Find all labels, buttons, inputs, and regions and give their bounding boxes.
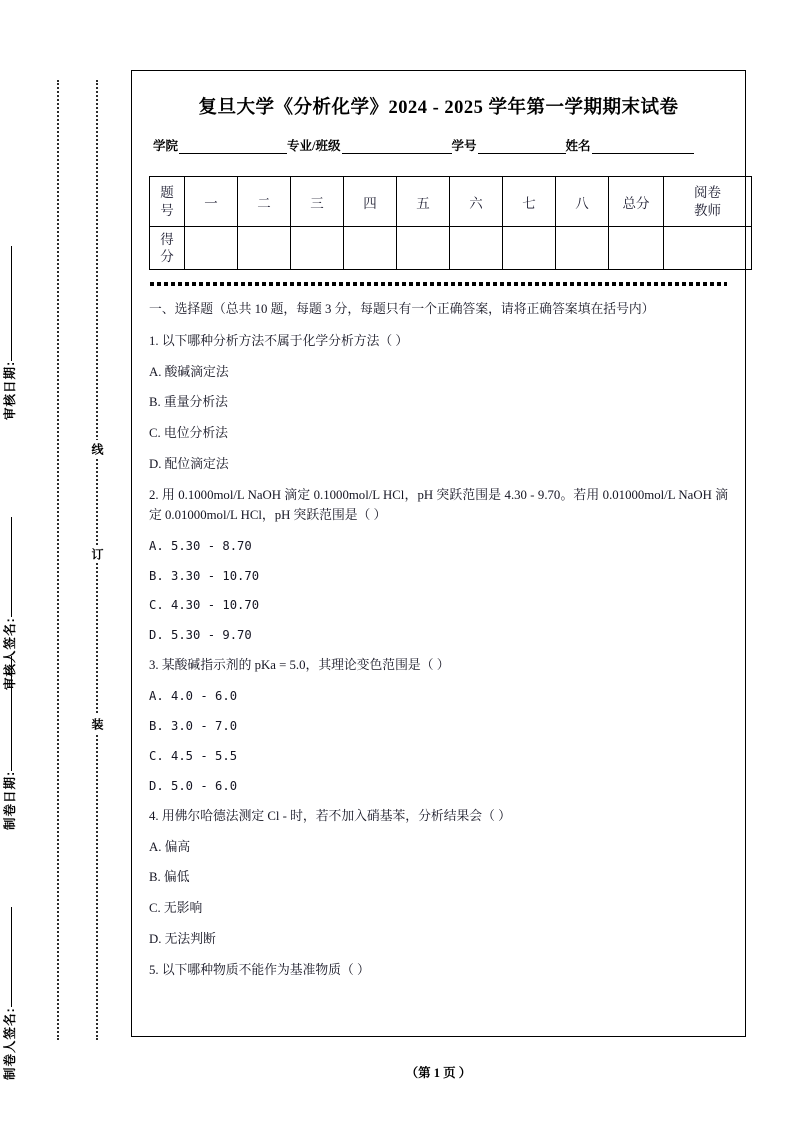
score-cell-q6[interactable] [450, 227, 503, 270]
score-table-header-q1: 一 [185, 177, 238, 227]
dotted-rule-outer [57, 80, 59, 1040]
question-2-stem [149, 486, 728, 526]
field-major-class [287, 136, 451, 154]
question-2-option-a[interactable]: A. 5.30 - 8.70 [149, 538, 252, 553]
row-label-question-line1: 题 [160, 185, 174, 201]
score-table-header-q7: 七 [503, 177, 556, 227]
row-label-score-line2: 分 [160, 249, 174, 264]
score-cell-q8[interactable] [556, 227, 609, 270]
score-table-header-q6: 六 [450, 177, 503, 227]
table-row-scores [150, 227, 752, 270]
question-4-option-a[interactable]: A. 偏高 [149, 839, 191, 854]
question-2-stem-text: 用 0.1000mol/L NaOH 滴定 0.1000mol/L HCl，pH 突跃范围是 4.30 - 9.70。若用 0.01000mol/L NaOH 滴定 0.01000mol/L HCl，pH 突跃范围是（ ） [149, 487, 728, 522]
page-footer: （第 1 页 ） [405, 1066, 472, 1080]
score-cell-q1[interactable] [185, 227, 238, 270]
binding-char-bind: 装 [88, 715, 106, 733]
section-heading: 一、选择题（总共 10 题，每题 3 分，每题只有一个正确答案，请将正确答案填在括号内） [149, 302, 655, 316]
field-major-class-input[interactable] [342, 140, 452, 154]
row-label-score-line1: 得 [160, 231, 174, 247]
binding-char-line: 线 [88, 440, 106, 458]
binding-char-staple: 订 [88, 545, 106, 563]
question-1-stem [149, 332, 728, 352]
sidebar-rule-audit-date [10, 246, 12, 361]
score-cell-q7[interactable] [503, 227, 556, 270]
field-major-class-label: 专业/班级 [287, 139, 341, 153]
grader-label-line1: 阅卷 [694, 185, 721, 201]
question-1-stem-text: 以下哪种分析方法不属于化学分析方法（ ） [161, 333, 409, 348]
question-4-option-d[interactable]: D. 无法判断 [149, 932, 216, 947]
sidebar-label-paper-maker-signature-text: 制卷人签名: [3, 1007, 17, 1080]
question-3-option-d[interactable]: D. 5.0 - 6.0 [149, 778, 238, 793]
question-3-stem [149, 656, 728, 676]
score-cell-total[interactable] [609, 227, 664, 270]
question-1-option-b[interactable]: B. 重量分析法 [149, 395, 228, 410]
question-1 [149, 332, 728, 475]
question-1-number: 1. [149, 333, 159, 348]
score-table-header-q2: 二 [238, 177, 291, 227]
question-5-number: 5. [149, 962, 159, 977]
score-table-header-q4: 四 [344, 177, 397, 227]
question-4 [149, 807, 728, 950]
score-table-header-grader [664, 177, 752, 227]
question-5-stem [149, 961, 728, 981]
question-4-option-c[interactable]: C. 无影响 [149, 901, 203, 916]
field-college-label: 学院 [153, 139, 179, 153]
question-4-stem-text: 用佛尔哈德法测定 Cl - 时，若不加入硝基苯，分析结果会（ ） [161, 808, 511, 823]
question-2-number: 2. [149, 487, 159, 502]
question-2-option-b[interactable]: B. 3.30 - 10.70 [149, 568, 260, 583]
question-1-option-c[interactable]: C. 电位分析法 [149, 426, 228, 441]
exam-sheet [131, 70, 746, 1037]
question-3-option-a[interactable]: A. 4.0 - 6.0 [149, 689, 238, 704]
question-3-option-c[interactable]: C. 4.5 - 5.5 [149, 748, 238, 763]
question-2-option-c[interactable]: C. 4.30 - 10.70 [149, 598, 260, 613]
binding-margin-sidebar [0, 0, 130, 1122]
score-table-header-q8: 八 [556, 177, 609, 227]
sidebar-label-auditor-signature-text: 审核人签名: [3, 617, 17, 690]
sidebar-rule-paper-maker-signature [10, 907, 12, 1007]
score-cell-q4[interactable] [344, 227, 397, 270]
question-body [149, 300, 728, 981]
score-cell-q5[interactable] [397, 227, 450, 270]
row-label-question-line2: 号 [160, 202, 174, 218]
score-table [149, 176, 752, 270]
score-cell-q2[interactable] [238, 227, 291, 270]
question-3-stem-text: 某酸碱指示剂的 pKa = 5.0，其理论变色范围是（ ） [161, 658, 450, 673]
score-table-row-label-question [150, 177, 185, 227]
question-5-stem-text: 以下哪种物质不能作为基准物质（ ） [161, 962, 370, 977]
field-student-id-input[interactable] [478, 140, 566, 154]
student-identity-row [153, 136, 728, 154]
score-table-header-q3: 三 [291, 177, 344, 227]
question-3-option-b[interactable]: B. 3.0 - 7.0 [149, 718, 238, 733]
sidebar-label-paper-maker-date-text: 制卷日期: [3, 770, 17, 830]
field-student-name-label: 姓名 [565, 139, 591, 153]
table-row-question-numbers [150, 177, 752, 227]
question-4-number: 4. [149, 808, 159, 823]
field-student-name [566, 136, 694, 154]
sidebar-label-paper-maker-signature [0, 750, 18, 1080]
field-student-name-input[interactable] [592, 140, 694, 154]
field-student-id-label: 学号 [451, 139, 477, 153]
page-title: 复旦大学《分析化学》2024 - 2025 学年第一学期期末试卷 [198, 98, 679, 118]
score-cell-q3[interactable] [291, 227, 344, 270]
score-table-row-label-score [150, 227, 185, 270]
question-2-option-d[interactable]: D. 5.30 - 9.70 [149, 628, 252, 643]
question-1-option-a[interactable]: A. 酸碱滴定法 [149, 364, 229, 379]
score-cell-grader[interactable] [664, 227, 752, 270]
score-table-header-q5: 五 [397, 177, 450, 227]
question-2 [149, 486, 728, 645]
question-4-option-b[interactable]: B. 偏低 [149, 870, 190, 885]
score-table-header-total: 总分 [609, 177, 664, 227]
question-5 [149, 961, 728, 981]
question-4-stem [149, 807, 728, 827]
grader-label-line2: 教师 [694, 202, 721, 218]
field-college [153, 136, 287, 154]
question-1-option-d[interactable]: D. 配位滴定法 [149, 457, 229, 472]
question-3-number: 3. [149, 658, 159, 673]
question-3 [149, 656, 728, 795]
field-college-input[interactable] [179, 140, 287, 154]
field-student-id [452, 136, 566, 154]
section-divider [150, 282, 727, 286]
sidebar-label-audit-date-text: 审核日期: [3, 360, 17, 420]
